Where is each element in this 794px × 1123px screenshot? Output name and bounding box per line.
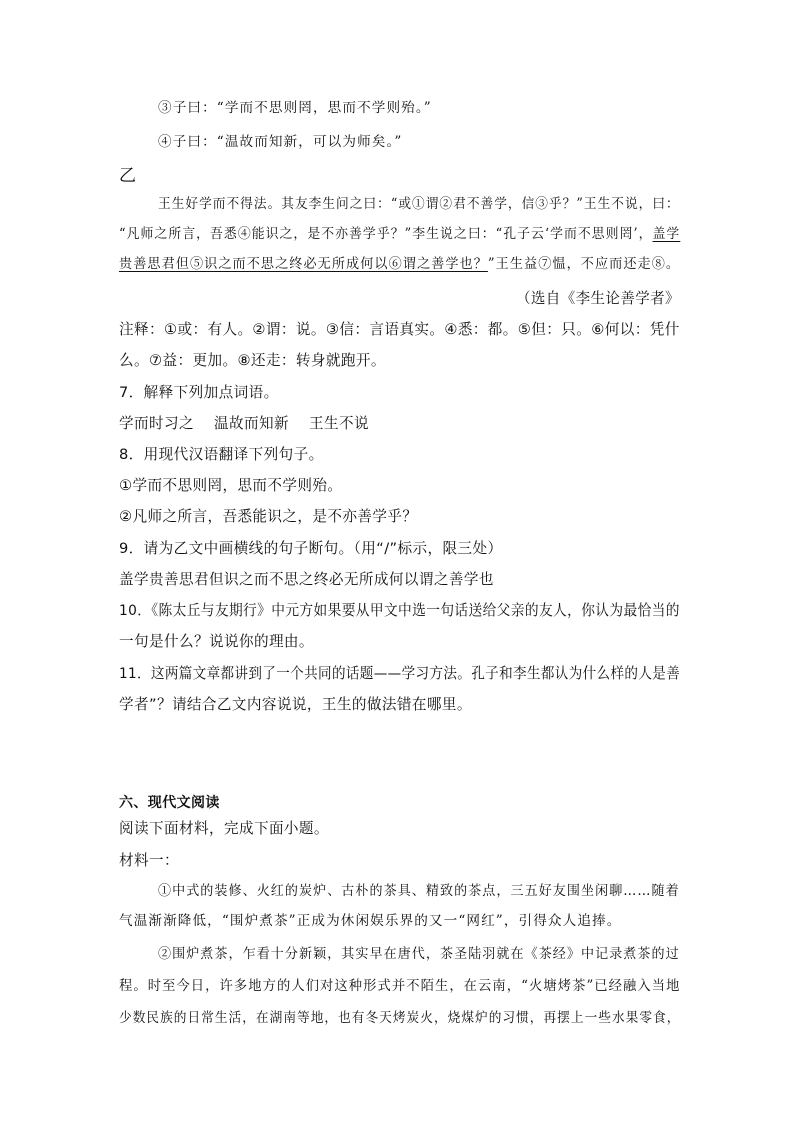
material-p2-line-3: 少数民族的日常生活，在湖南等地，也有冬天烤炭火，烧煤炉的习惯，再摆上一些水果零食， (119, 1010, 681, 1026)
material-1-label: 材料一： (119, 852, 179, 869)
question-8-item-2: ②凡师之所言，吾悉能识之，是不亦善学乎？ (119, 508, 418, 525)
yi-source: （选自《李生论善学者》 (516, 290, 680, 307)
material-p1-line-1: ①中式的装修、火红的炭炉、古朴的茶具、精致的茶点，三五好友围坐闲聊……随着 (158, 883, 680, 899)
yi-line-3-rest: ”王生益⑦愠，不应而还走⑧。 (487, 256, 681, 272)
notes-line-2: 么。⑦益：更加。⑧还走：转身就跑开。 (119, 352, 386, 369)
yi-line-2 (119, 226, 680, 244)
yi-line-3 (119, 256, 680, 274)
material-p1-line-2: 气温渐渐降低，“围炉煮茶”正成为休闲娱乐界的又一“网红”，引得众人追捧。 (119, 913, 622, 929)
notes-line-1: 注释：①或：有人。②谓：说。③信：言语真实。④悉：都。⑤但：只。⑥何以：凭什 (119, 321, 680, 338)
question-11-line-2: 学者”？请结合乙文内容说说，王生的做法错在哪里。 (119, 696, 472, 713)
jia-line-4: ④子曰：“温故而知新，可以为师矣。” (158, 134, 403, 150)
yi-line-2-text: “凡师之所言，吾悉④能识之，是不亦善学乎？”李生说之曰：“孔子云‘学而不思则罔’， (119, 226, 653, 242)
question-11-line-1: 11．这两篇文章都讲到了一个共同的话题——学习方法。孔子和李生都认为什么样的人是善 (119, 665, 681, 682)
yi-heading: 乙 (119, 166, 136, 186)
question-8-item-1: ①学而不思则罔，思而不学则殆。 (119, 477, 343, 494)
question-9: 9．请为乙文中画横线的句子断句。（用“/”标示，限三处） (119, 540, 503, 557)
yi-underlined-sentence: 贵善思君但⑤识之而不思之终必无所成何以⑥谓之善学也？ (119, 256, 488, 272)
section-6-instruction: 阅读下面材料，完成下面小题。 (119, 820, 329, 837)
material-p2-line-2: 程。时至今日，许多地方的人们对这种形式并不陌生，在云南，“火塘烤茶”已经融入当地 (119, 978, 681, 994)
question-7: 7．解释下列加点词语。 (119, 384, 279, 401)
section-6-title: 六、现代文阅读 (119, 795, 220, 811)
question-9-text: 盖学贵善思君但识之而不思之终必无所成何以谓之善学也 (119, 571, 494, 588)
yi-underlined-start: 盖学 (652, 226, 681, 242)
material-p2-line-1: ②围炉煮茶，乍看十分新颖，其实早在唐代，茶圣陆羽就在《茶经》中记录煮茶的过 (158, 946, 680, 962)
question-8: 8．用现代汉语翻译下列句子。 (119, 446, 324, 463)
question-10-line-2: 一句是什么？说说你的理由。 (119, 633, 314, 650)
question-7-words: 学而时习之 温故而知新 王生不说 (119, 415, 369, 432)
jia-line-3: ③子曰：“学而不思则罔，思而不学则殆。” (158, 100, 432, 116)
question-10-line-1: 10．《陈太丘与友期行》中元方如果要从甲文中选一句话送给父亲的友人，你认为最恰当的 (119, 602, 680, 619)
yi-line-1: 王生好学而不得法。其友李生问之曰：“或①谓②君不善学，信③乎？”王生不说，曰： (158, 196, 680, 212)
